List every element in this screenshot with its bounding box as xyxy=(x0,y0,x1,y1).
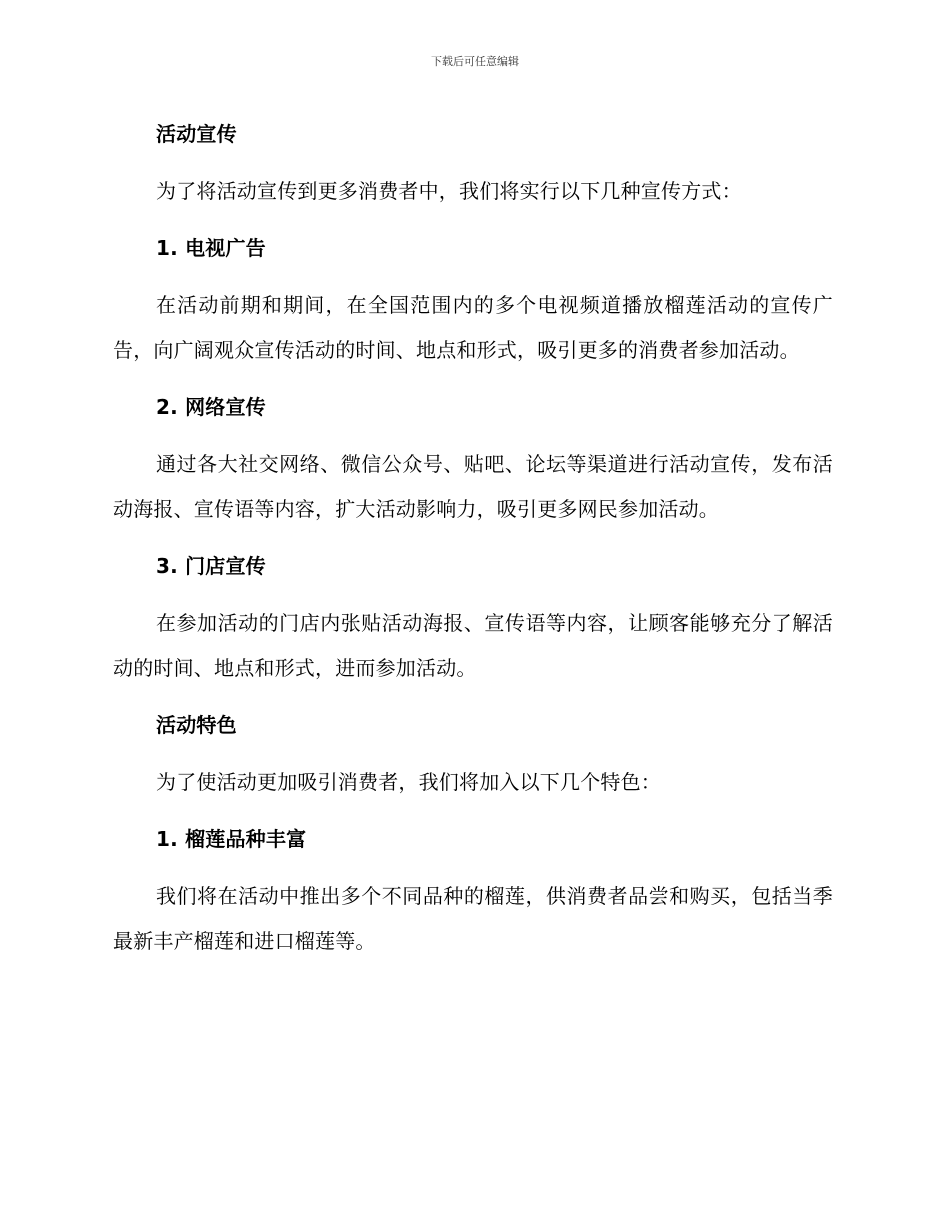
section-heading-promotion: 活动宣传 xyxy=(156,122,237,146)
paragraph-promotion-intro: 为了将活动宣传到更多消费者中，我们将实行以下几种宣传方式： xyxy=(156,179,742,203)
subheading-store-promotion: 3. 门店宣传 xyxy=(156,554,266,578)
subheading-durian-varieties: 1. 榴莲品种丰富 xyxy=(156,827,307,851)
subheading-online-promotion: 2. 网络宣传 xyxy=(156,395,266,419)
document-body xyxy=(113,112,833,976)
page-header: 下载后可任意编辑 xyxy=(431,55,519,68)
paragraph-features-intro: 为了使活动更加吸引消费者，我们将加入以下几个特色： xyxy=(156,770,661,794)
paragraph-tv-ads: 在活动前期和期间，在全国范围内的多个电视频道播放榴莲活动的宣传广告，向广阔观众宣传活动的时间、地点和形式，吸引更多的消费者参加活动。 xyxy=(113,293,833,362)
paragraph-store-promotion: 在参加活动的门店内张贴活动海报、宣传语等内容，让顾客能够充分了解活动的时间、地点和形式，进而参加活动。 xyxy=(113,611,833,680)
paragraph-online-promotion: 通过各大社交网络、微信公众号、贴吧、论坛等渠道进行活动宣传，发布活动海报、宣传语等内容，扩大活动影响力，吸引更多网民参加活动。 xyxy=(113,452,833,521)
paragraph-durian-varieties: 我们将在活动中推出多个不同品种的榴莲，供消费者品尝和购买，包括当季最新丰产榴莲和进口榴莲等。 xyxy=(113,884,833,953)
section-heading-features: 活动特色 xyxy=(156,713,237,737)
subheading-tv-ads: 1. 电视广告 xyxy=(156,236,266,260)
